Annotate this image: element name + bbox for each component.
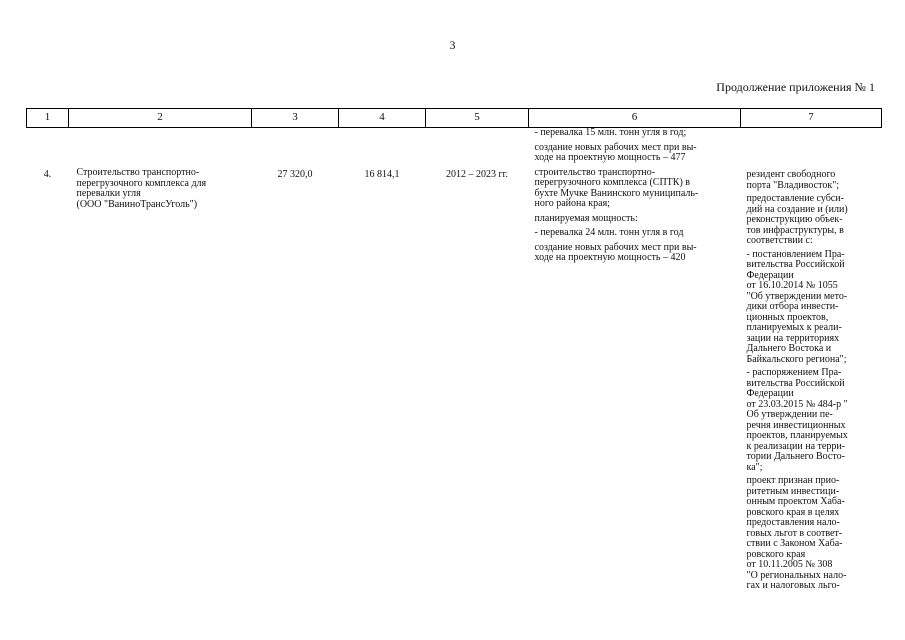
result-paragraph: строительство транспортно- перегрузочного комплекса (СПТК) в бухте Мучке Ванинского муниципаль- ного района края; xyxy=(534,166,699,209)
column-header: 3 xyxy=(252,109,339,128)
result-paragraph: создание новых рабочих мест при вы- ходе на проектную мощность – 477 xyxy=(534,141,697,163)
column-number-row xyxy=(27,109,882,128)
result-paragraph: планируемая мощность: xyxy=(534,212,638,224)
result-paragraph: создание новых рабочих мест при вы- ходе на проектную мощность – 420 xyxy=(534,241,697,263)
support-paragraph: - распоряжением Пра- вительства Российской Федерации от 23.03.2015 № 484-р " Об утверждении пе- речня инвестиционных проектов, планируемых к реализации на терри- тории Дальнего Восто- ка"; xyxy=(746,367,848,473)
result-paragraph: - перевалка 24 млн. тонн угля в год xyxy=(534,227,684,238)
column-header: 6 xyxy=(529,109,741,128)
support-paragraph: - постановлением Пра- вительства Российской Федерации от 16.10.2014 № 1055 "Об утверждении мето- дики отбора инвести- ционных проектов, планируемых к реали- зации на территориях Дальнего Востока и Байкальского региона"; xyxy=(746,248,848,365)
total-cost-value: 27 320,0 xyxy=(277,169,313,180)
support-measures xyxy=(741,128,882,595)
implementation-period: 2012 – 2023 гг. xyxy=(445,169,509,180)
project-results xyxy=(529,128,741,595)
row-number: 4. xyxy=(43,169,52,180)
support-paragraph: предоставление субси- дий на создание и (или) реконструкцию объек- тов инфраструктуры, в соответствии с: xyxy=(746,193,848,246)
column-header: 5 xyxy=(426,109,529,128)
investment-projects-table xyxy=(26,108,882,595)
column-header: 7 xyxy=(741,109,882,128)
project-name: Строительство транспортно- перегрузочного комплекса для перевалки угля (ООО "ВаниноТрансУголь") xyxy=(76,167,207,210)
result-paragraph: - перевалка 15 млн. тонн угля в год; xyxy=(534,127,687,138)
support-paragraph: резидент свободного порта "Владивосток"; xyxy=(746,169,840,191)
page-number: 3 xyxy=(449,38,456,52)
appendix-continuation-label: Продолжение приложения № 1 xyxy=(716,80,875,94)
column-header: 1 xyxy=(27,109,69,128)
support-paragraph: проект признан прио- ритетным инвестици- онным проектом Хаба- ровского края в целях предоставления нало- говых льгот в соответ- ствии с Законом Хаба- ровского края от 10.11.2005 № 308 "О региональных нало- гах и налоговых льго- xyxy=(746,475,847,591)
column-header: 4 xyxy=(339,109,426,128)
column-header: 2 xyxy=(69,109,252,128)
table-row xyxy=(27,128,882,595)
investment-value: 16 814,1 xyxy=(364,169,400,180)
